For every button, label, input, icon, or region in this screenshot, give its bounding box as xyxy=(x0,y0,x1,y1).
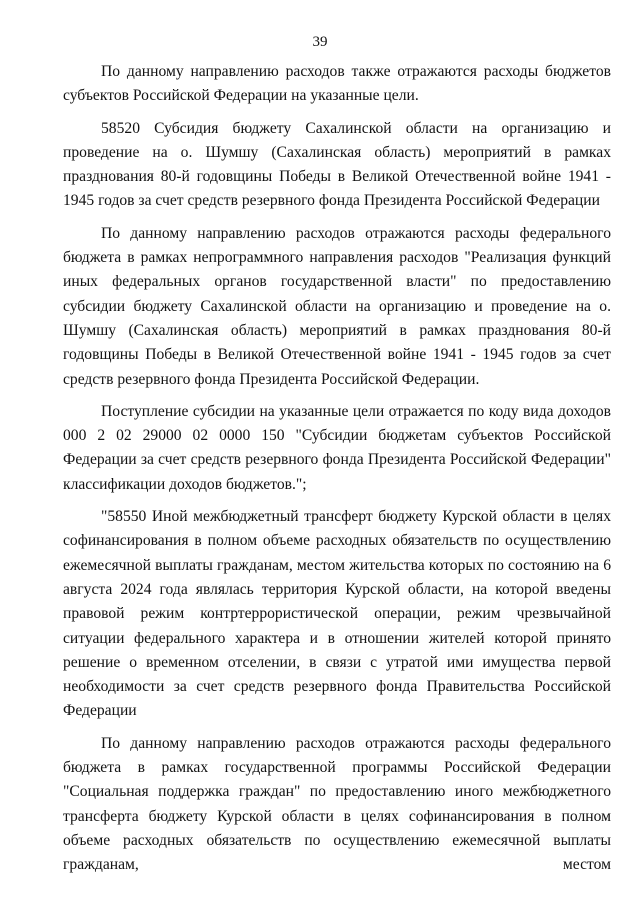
paragraph-58550-heading: "58550 Иной межбюджетный трансферт бюджету Курской области в целях софинансирования в полном объеме расходных обязательств по осуществлению ежемесячной выплаты гражданам, местом жительства которых по состоянию на 6 августа 2024 года являлась территория Курской области, на которой введены правовой режим контртеррористической операции, режим чрезвычайной ситуации федерального характера и в отношении жителей которой принято решение о временном отселении, в связи с утратой ими имущества первой необходимости за счет средств резервного фонда Правительства Российской Федерации xyxy=(63,508,611,720)
paragraph-58520-description: По данному направлению расходов отражаются расходы федерального бюджета в рамках непрограммного направления расходов "Реализация функций иных федеральных органов государственной власти" по предоставлению субсидии бюджету Сахалинской области на организацию и проведение на о. Шумшу (Сахалинская область) мероприятий в рамках празднования 80-й годовщины Победы в Великой Отечественной войне 1941 - 1945 годов за счет средств резервного фонда Президента Российской Федерации. xyxy=(63,224,611,388)
page-number: 39 xyxy=(312,34,328,50)
paragraph-58520-heading: 58520 Субсидия бюджету Сахалинской области на организацию и проведение на о. Шумшу (Сахалинская область) мероприятий в рамках празднования 80-й годовщины Победы в Великой Отечественной войне 1941 - 1945 годов за счет средств резервного фонда Президента Российской Федерации xyxy=(63,119,611,210)
paragraph-58520-revenue-code: Поступление субсидии на указанные цели отражается по коду вида доходов 000 2 02 29000 02 0000 150 "Субсидии бюджетам субъектов Российской Федерации за счет средств резервного фонда Президента Российской Федерации" классификации доходов бюджетов."; xyxy=(63,402,611,493)
document-body xyxy=(63,60,611,878)
paragraph-58550-description: По данному направлению расходов отражаются расходы федерального бюджета в рамках государственной программы Российской Федерации "Социальная поддержка граждан" по предоставлению иного межбюджетного трансферта бюджету Курской области в целях софинансирования в полном объеме расходных обязательств по осуществлению ежемесячной выплаты гражданам, местом xyxy=(63,734,611,874)
paragraph-regional-budgets-note: По данному направлению расходов также отражаются расходы бюджетов субъектов Российской Федерации на указанные цели. xyxy=(63,63,611,105)
